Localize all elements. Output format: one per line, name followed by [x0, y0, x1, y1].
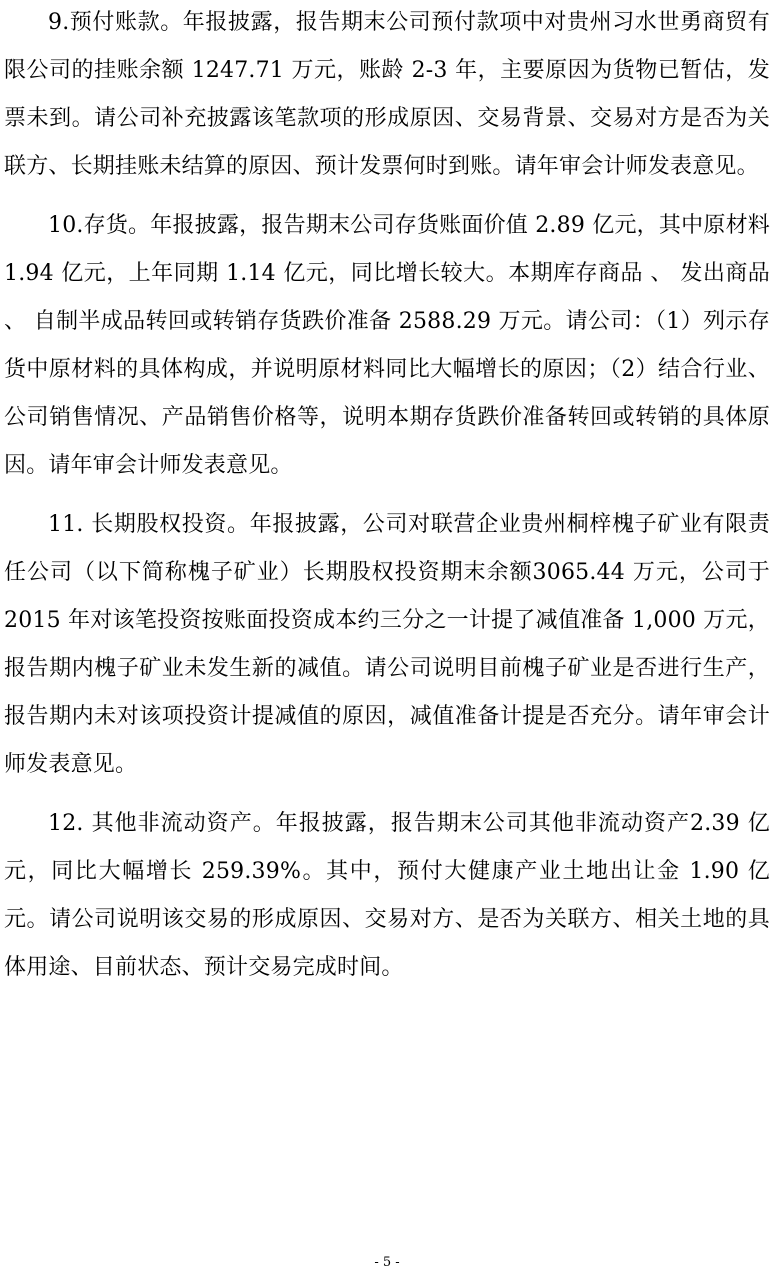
- paragraph-long-term-equity-investment: 11. 长期股权投资。年报披露，公司对联营企业贵州桐梓槐子矿业有限责任公司（以下简称槐子矿业）长期股权投资期末余额3065.44 万元，公司于 2015 年对该笔投资按账面投资成本约三分之一计提了减值准备 1,000 万元，报告期内槐子矿业未发生新的减值。请公司说明目前槐子矿业是否进行生产，报告期内未对该项投资计提减值的原因，减值准备计提是否充分。请年审会计师发表意见。: [4, 512, 770, 777]
- paragraph-other-non-current-assets: 12. 其他非流动资产。年报披露，报告期末公司其他非流动资产2.39 亿元，同比大幅增长 259.39%。其中，预付大健康产业土地出让金 1.90 亿元。请公司说明该交易的形成原因、交易对方、是否为关联方、相关土地的具体用途、目前状态、预计交易完成时间。: [4, 811, 770, 980]
- document-body: [4, 0, 770, 992]
- paragraph-inventory: 10.存货。年报披露，报告期末公司存货账面价值 2.89 亿元，其中原材料 1.94 亿元，上年同期 1.14 亿元，同比增长较大。本期库存商品 、 发出商品 、 自制半成品转回或转销存货跌价准备 2588.29 万元。请公司：（1）列示存货中原材料的具体构成，并说明原材料同比大幅增长的原因；（2）结合行业、公司销售情况、产品销售价格等，说明本期存货跌价准备转回或转销的具体原因。请年审会计师发表意见。: [4, 213, 770, 478]
- page-number: - 5 -: [374, 1255, 400, 1270]
- paragraph-prepayments: 9.预付账款。年报披露，报告期末公司预付款项中对贵州习水世勇商贸有限公司的挂账余额 1247.71 万元，账龄 2-3 年，主要原因为货物已暂估，发票未到。请公司补充披露该笔款项的形成原因、交易背景、交易对方是否为关联方、长期挂账未结算的原因、预计发票何时到账。请年审会计师发表意见。: [4, 10, 770, 179]
